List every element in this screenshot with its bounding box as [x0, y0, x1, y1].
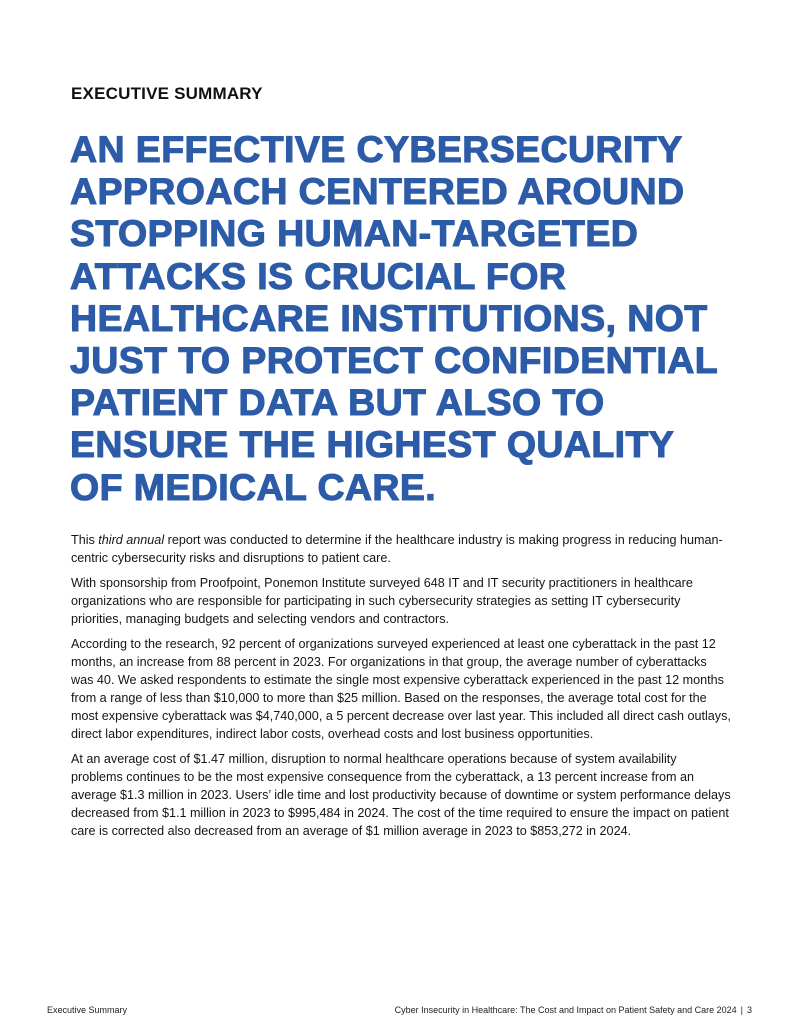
headline-line: HEALTHCARE INSTITUTIONS, NOT	[70, 296, 708, 339]
headline-line: STOPPING HUMAN-TARGETED	[70, 212, 639, 255]
footer-section-name: Executive Summary	[47, 1005, 128, 1015]
paragraph-intro-prefix: This	[71, 533, 99, 547]
headline-line: ENSURE THE HIGHEST QUALITY	[70, 423, 675, 466]
body-text	[71, 531, 731, 847]
headline	[70, 128, 750, 508]
paragraph-cost-breakdown: At an average cost of $1.47 million, disruption to normal healthcare operations because of system availability problems continues to be the most expensive consequence from the cyberattack, a 13 percent increase from an average $1.3 million in 2023. Users’ idle time and lost productivity because of downtime or system performance delays decreased from $1.1 million in 2023 to $995,484 in 2024. The cost of the time required to ensure the impact on patient care is corrected also decreased from an average of $1 million average in 2023 to $853,272 in 2024.	[71, 752, 731, 838]
headline-line: APPROACH CENTERED AROUND	[70, 170, 685, 213]
page-number: 3	[746, 1005, 752, 1015]
paragraph-intro-suffix: report was conducted to determine if the healthcare industry is making progress in reducing human-centric cybersecurity risks and disruptions to patient care.	[71, 533, 723, 565]
headline-line: AN EFFECTIVE CYBERSECURITY	[70, 128, 683, 170]
footer-report-info	[395, 1005, 752, 1015]
headline-line: PATIENT DATA BUT ALSO TO	[70, 381, 605, 424]
headline-line: ATTACKS IS CRUCIAL FOR	[70, 254, 567, 297]
paragraph-sponsorship: With sponsorship from Proofpoint, Ponemon Institute surveyed 648 IT and IT security practitioners in healthcare organizations who are responsible for participating in such cybersecurity strategies as setting IT cybersecurity priorities, managing budgets and selecting vendors and contractors.	[71, 576, 693, 626]
footer-report-title: Cyber Insecurity in Healthcare: The Cost and Impact on Patient Safety and Care 2024	[394, 1005, 737, 1015]
paragraph-intro	[71, 531, 731, 567]
section-label: EXECUTIVE SUMMARY	[71, 84, 263, 103]
paragraph-intro-emphasis: third annual	[98, 533, 165, 547]
headline-line: OF MEDICAL CARE.	[70, 465, 437, 508]
paragraph-research-findings: According to the research, 92 percent of organizations surveyed experienced at least one cyberattack in the past 12 months, an increase from 88 percent in 2023. For organizations in that group, the average number of cyberattacks was 40. We asked respondents to estimate the single most expensive cyberattack experienced in the past 12 months from a range of less than $10,000 to more than $25 million. Based on the responses, the average total cost for the most expensive cyberattack was $4,740,000, a 5 percent decrease over last year. This included all direct cash outlays, direct labor expenditures, indirect labor costs, overhead costs and lost business opportunities.	[71, 637, 731, 741]
headline-line: JUST TO PROTECT CONFIDENTIAL	[70, 339, 719, 382]
footer-separator: |	[740, 1005, 743, 1015]
